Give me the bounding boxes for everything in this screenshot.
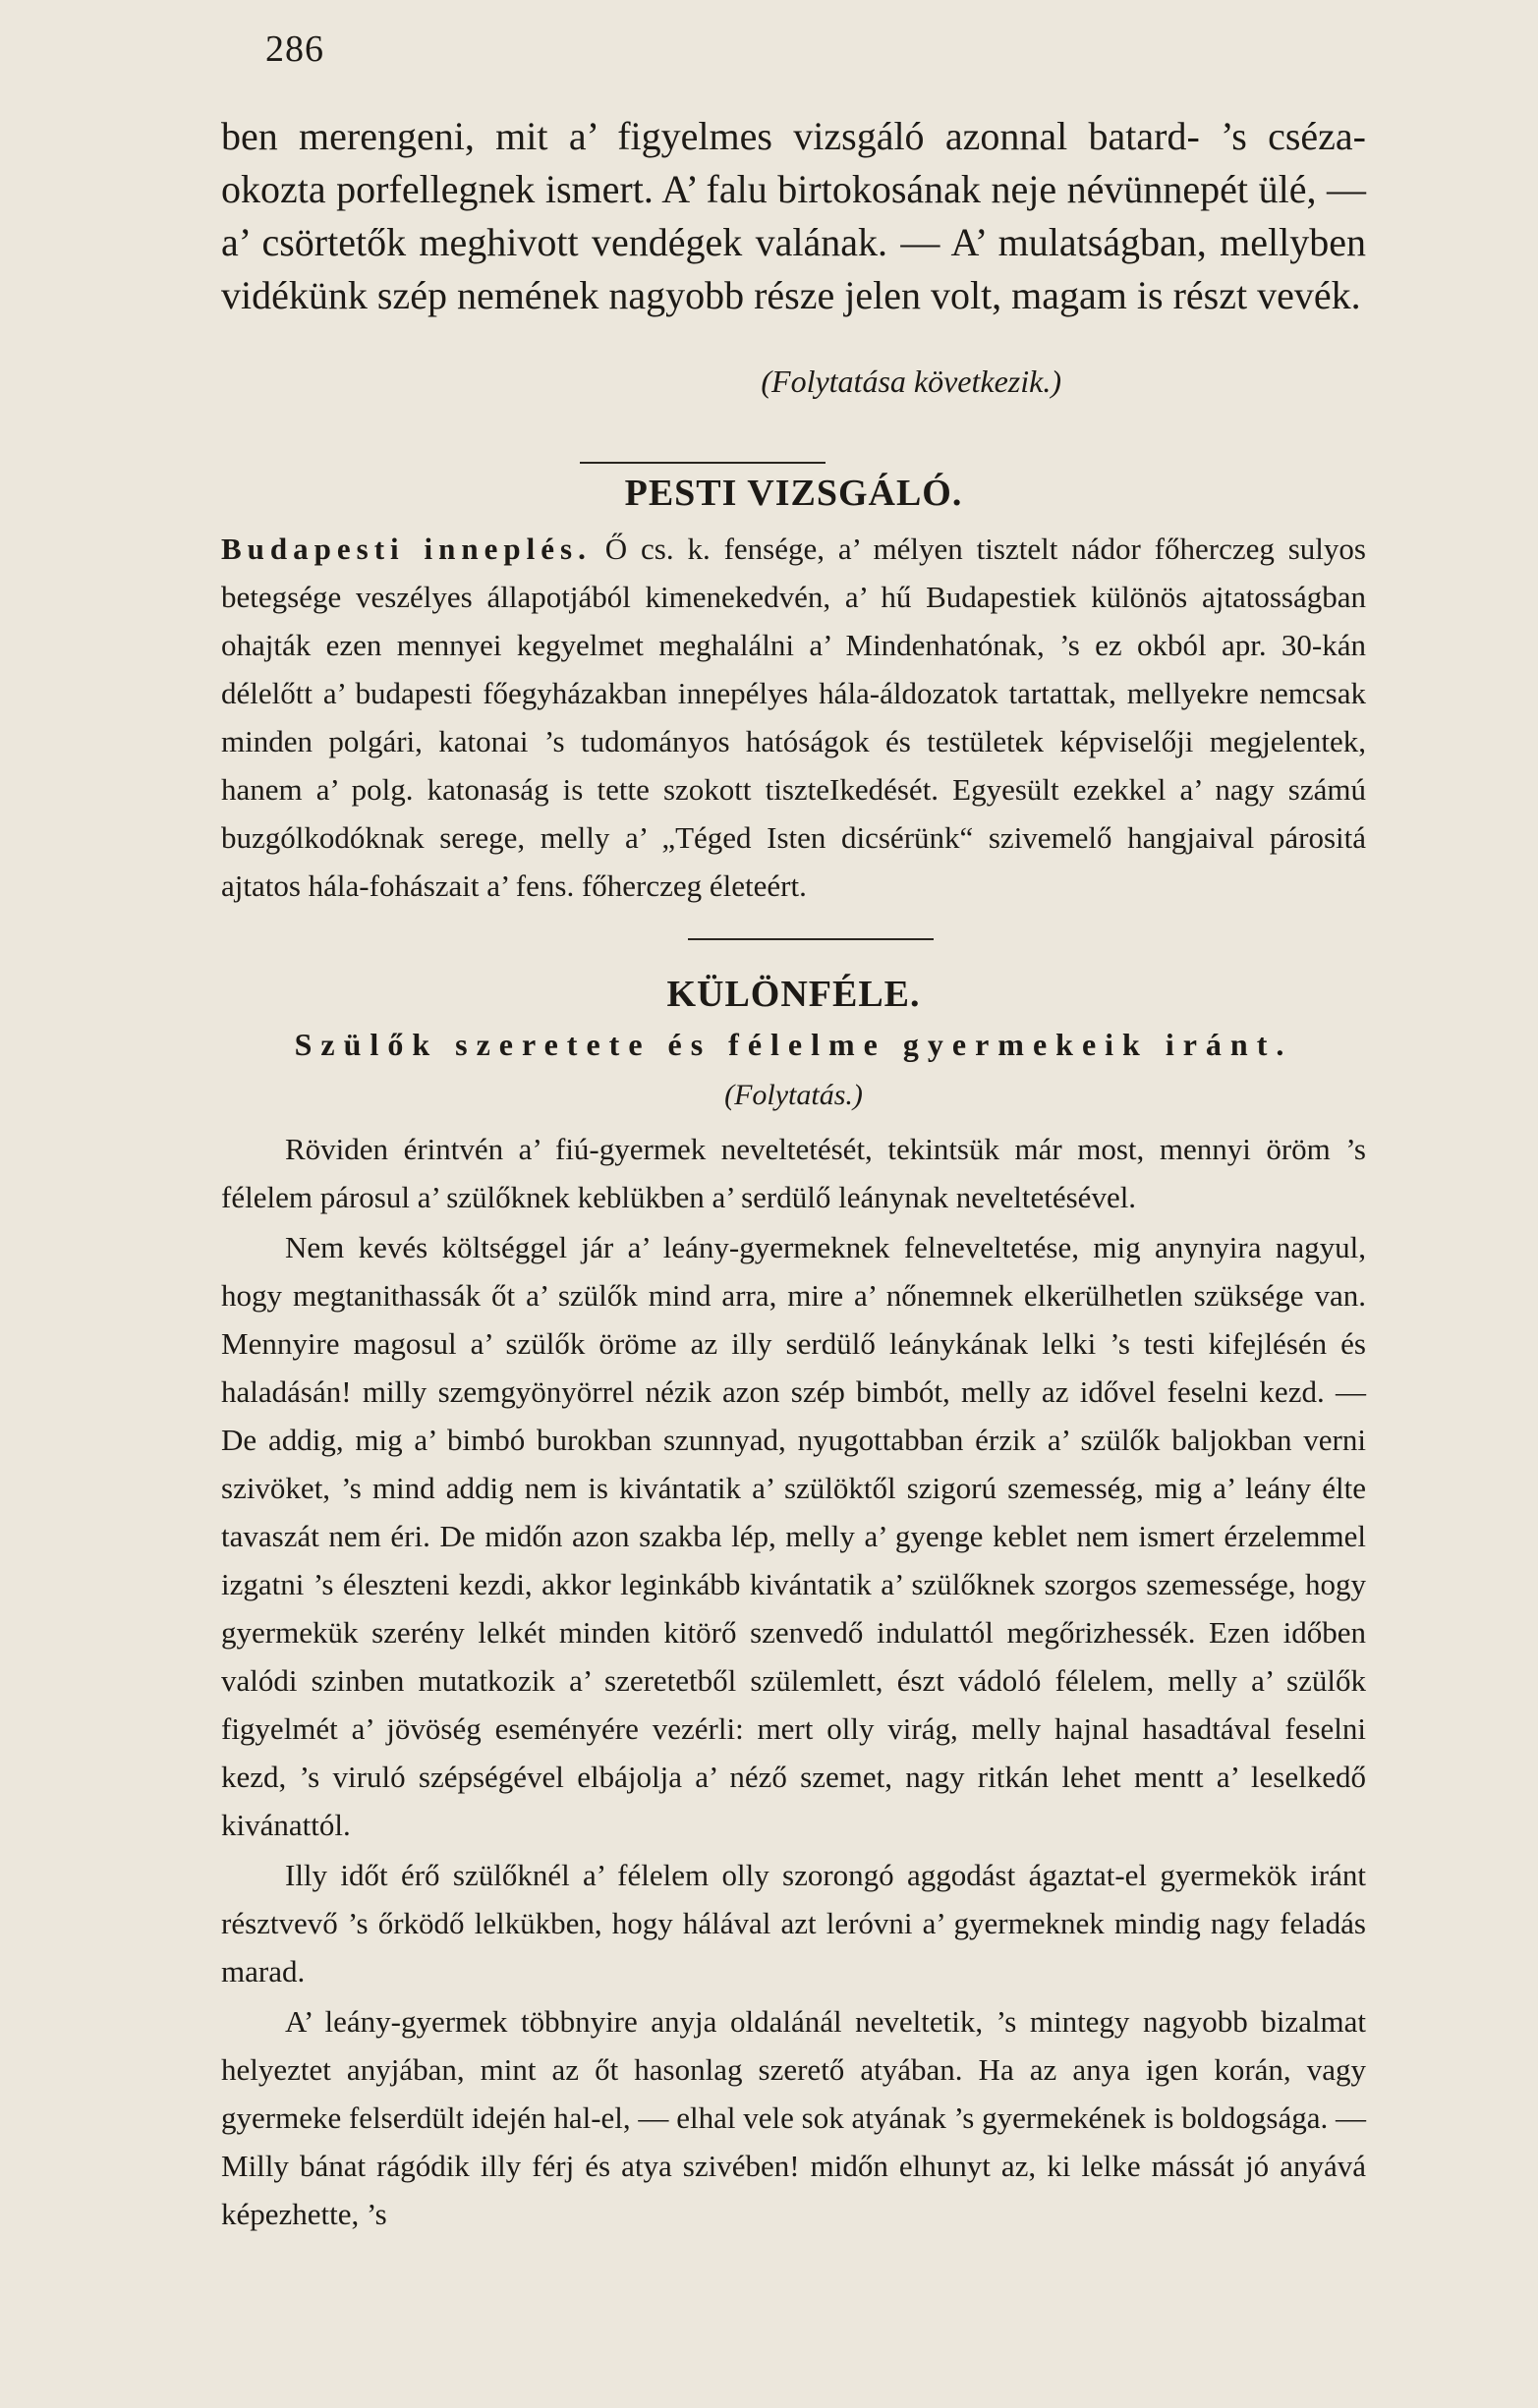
continuation-text: (Folytatása következik.): [761, 364, 1061, 399]
article-subtitle: Szülők szeretete és félelme gyermekeik iránt.: [294, 1027, 1293, 1062]
article-paragraph-2: Nem kevés költséggel jár a’ leány-gyermeknek felneveltetése, mig anynyira nagyul, hogy megtanithassák őt a’ szülők mind arra, mire a’ nőnemnek elkerülhetlen szüksége van. Mennyire magosul a’ szülők öröme az illy serdülő leánykának lelki ’s testi kifejlésén és haladásán! milly szemgyönyörrel nézik azon szép bimbót, melly az idővel feselni kezd. — De addig, mig a’ bimbó burokban szunnyad, nyugottabban érzik a’ szülők baljokban verni szivöket, ’s mind addig nem is kivántatik a’ szülöktől szigorú szemesség, mig a’ leány élte tavaszát nem éri. De midőn azon szakba lép, melly a’ gyenge keblet nem ismert érzelemmel izgatni ’s éleszteni kezdi, akkor leginkább kivántatik a’ szülőknek szorgos szemessége, hogy gyermekük szerény lelkét minden kitörő szenvedő indulattól megőrizhessék. Ezen időben valódi szinben mutatkozik a’ szeretetből szülemlett, észt vádoló félelem, melly a’ szülők figyelmét a’ jövöség eseményére vezérli: mert olly virág, melly hajnal hasadtával feselni kezd, ’s viruló szépségével elbájolja a’ néző szemet, nagy ritkán lehet mentt a’ leselkedő kivánattól.: [221, 1230, 1366, 1842]
section-title-pesti: PESTI VIZSGÁLÓ.: [624, 473, 963, 514]
top-paragraph: [221, 110, 1366, 322]
article-paragraph-1: Röviden érintvén a’ fiú-gyermek neveltetését, tekintsük már most, mennyi öröm ’s félelem párosul a’ szülőknek keblükben a’ serdülő leánynak neveltetésével.: [221, 1132, 1366, 1214]
divider-2: [688, 938, 934, 940]
article-body: [221, 1125, 1366, 2238]
top-paragraph-text: ben merengeni, mit a’ figyelmes vizsgáló azonnal batard- ’s cséza-okozta porfellegnek ismert. A’ falu birtokosának neje névünnepét ülé, — a’ csörtetők meghivott vendégek valának. — A’ mulatságban, mellyben vidékünk szép nemének nagyobb része jelen volt, magam is részt vevék.: [221, 114, 1366, 317]
article-paragraph-3: Illy időt érő szülőknél a’ félelem olly szorongó aggodást ágaztat-el gyermekök iránt résztvevő ’s őrködő lelkükben, hogy hálával azt leróvni a’ gyermeknek mindig nagy feladás marad.: [221, 1858, 1366, 1988]
section-title-kulonfele: KÜLÖNFÉLE.: [666, 974, 921, 1015]
pesti-text: Ő cs. k. fensége, a’ mélyen tisztelt nádor főherczeg sulyos betegsége veszélyes állapotjából kimenekedvén, a’ hű Budapestiek különös ajtatosságban ohajták ezen mennyei kegyelmet meghalálni a’ Mindenhatónak, ’s ez okból apr. 30-kán délelőtt a’ budapesti főegyházakban innepélyes hála-áldozatok tartattak, mellyekre nemcsak minden polgári, katonai ’s tudományos hatóságok és testületek képviselőji megjelentek, hanem a’ polg. katonaság is tette szokott tiszteIkedését. Egyesült ezekkel a’ nagy számú buzgólkodóknak serege, melly a’ „Téged Isten dicsérünk“ szivemelő hangjaival párositá ajtatos hála-fohászait a’ fens. főherczeg életeért.: [221, 532, 1366, 903]
page-number: 286: [265, 28, 324, 70]
pesti-lead: Budapesti inneplés.: [221, 532, 592, 566]
article-paragraph-4: A’ leány-gyermek többnyire anyja oldalánál neveltetik, ’s mintegy nagyobb bizalmat helyeztet anyjában, mint az őt hasonlag szerető atyában. Ha az anya igen korán, vagy gyermeke felserdült idején hal-el, — elhal vele sok atyának ’s gyermekének is boldogsága. — Milly bánat rágódik illy férj és atya szivében! midőn elhunyt az, ki lelke mássát jó anyává képezhette, ’s: [221, 2004, 1366, 2231]
divider: [580, 462, 826, 464]
continuation-note: [221, 364, 1366, 400]
section-pesti-body: [221, 525, 1366, 910]
article-continuation: (Folytatás.): [724, 1079, 863, 1111]
pesti-paragraph: [221, 525, 1366, 910]
